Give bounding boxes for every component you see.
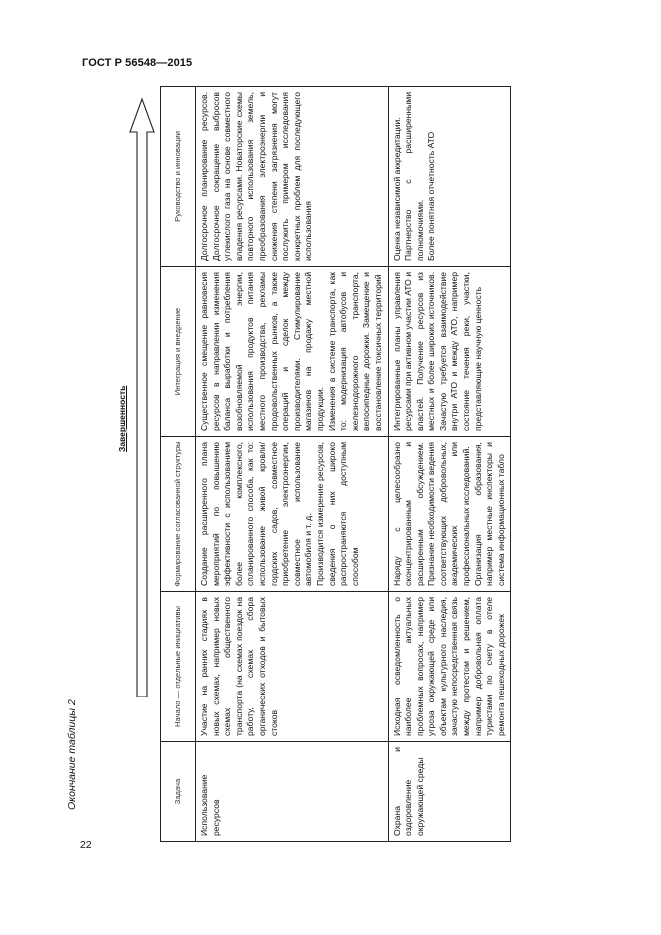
initial-cell <box>388 592 511 742</box>
cell-paragraph: Участие на ранних стадиях в новых схемах, например новых схемах общественного транспорта (на схемах поездок на работу, схемах сбора органических отходов и бытовых стоков <box>199 597 279 736</box>
rotated-table-block <box>110 87 506 842</box>
cell-paragraph: Организация образования, например местные инспекторы и система информационных табло <box>472 442 506 586</box>
col-header-initial: Начало — отдельные инициативы <box>161 592 196 742</box>
integration-cell <box>196 267 389 437</box>
initial-cell <box>196 592 389 742</box>
task-cell: Использование ресурсов <box>196 742 389 842</box>
maturity-arrow-icon <box>128 97 156 697</box>
maturity-stage-bar <box>110 87 160 842</box>
cell-paragraph: Наряду с целесообразно сконцентрированным и расширенным обсуждением. Признание необходимости ведения соответствующих добровольных, академических или профессиональных исследований. <box>391 442 472 586</box>
cell-paragraph: Исходная осведомленность о наиболее актуальных проблемных вопросах, например угроза окружающей среде или объектам культурного наследия, зачастую непосредственная связь между протестом и решением, например добровольная оплата туристами по счету в отеле ремонта пешеходных дорожек <box>391 597 506 736</box>
table-continuation-caption: Окончание таблицы 2 <box>66 699 78 810</box>
cell-paragraph: Существенное смещение равновесия ресурсов в направлении изменения баланса выработки и потребления возобновляемой энергии, использования продуктов питания местного производства, рекламы продовольственных рынков, а также операций и сделок между производителями. Стимулирование магазинов на продажу местной продукции. <box>199 272 325 431</box>
table-row <box>196 87 389 842</box>
col-header-leadership: Руководство и инновации <box>161 87 196 267</box>
leadership-cell <box>196 87 389 267</box>
cell-paragraph: Более понятная отчетность АТО <box>426 131 437 261</box>
col-header-structure: Формирование согласованной структуры <box>161 437 196 592</box>
page-number: 22 <box>80 839 92 851</box>
col-header-task: Задача <box>161 742 196 842</box>
cell-paragraph: Производится измерение ресурсов, сведения о них широко распространяются доступным способом <box>314 442 360 586</box>
cell-paragraph: Интегрированные планы управления ресурсами при активном участии АТО и властей. Получение ресурсов из местных и более широких источников. Зачастую требуется взаимодействие внутри АТО и между АТО, например состояние течения реки, участки, представляющие научную ценность <box>391 272 483 431</box>
structure-cell <box>388 437 511 592</box>
table-row <box>388 87 511 842</box>
table-header-row <box>161 87 196 842</box>
cell-paragraph: Партнерство с расширенными полномочиями. <box>403 92 425 261</box>
cell-paragraph: Изменения в системе транспорта, как то: модернизация автобусов и железнодорожного транспорта, велосипедные дорожки. Замещение и восстановление токсичных территорий <box>326 272 383 431</box>
development-stages-table <box>160 86 511 842</box>
structure-cell <box>196 437 389 592</box>
document-title: ГОСТ Р 56548—2015 <box>82 57 193 69</box>
task-cell: Охрана и оздоровление окружающей среды <box>388 742 511 842</box>
col-header-integration: Интеграция и внедрение <box>161 267 196 437</box>
cell-paragraph: Долгосрочное планирование ресурсов. Долгосрочное сокращение выбросов углекислого газа на основе совместного владения ресурсами. Новаторские схемы повторного использования земель, преобразования электроэнергии и снижения степени загрязнения могут послужить примером исследования конкретных проблем для последующего использования <box>199 92 314 261</box>
cell-paragraph: Создание расширенного плана мероприятий по повышению эффективности с использованием более комплексного, спланированного способа, как то: использование живой кровли/гордских садов, совместное приобретение электроэнергии, совместное использование автомобиля и т. д. <box>199 442 314 586</box>
integration-cell <box>388 267 511 437</box>
maturity-arrow-label: Завершенность <box>117 385 127 452</box>
leadership-cell <box>388 87 511 267</box>
cell-paragraph: Оценка независимой аккредитации. <box>391 117 402 261</box>
